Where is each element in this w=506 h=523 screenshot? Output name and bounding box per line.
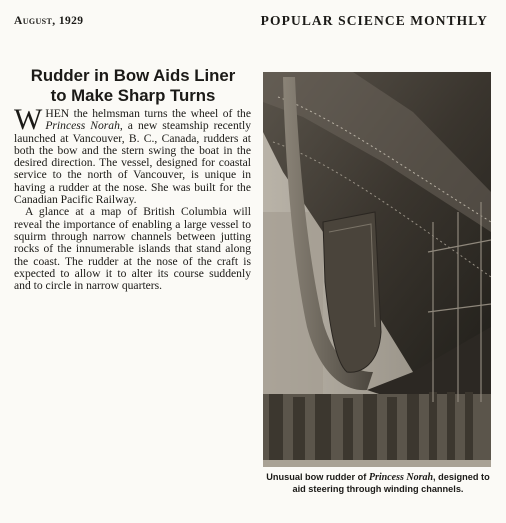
ship-name: Princess Norah — [45, 119, 120, 133]
article-body — [14, 103, 251, 293]
caption-start: Unusual bow rudder of — [266, 472, 369, 482]
caption-end: , designed to aid steering through winding channels. — [292, 472, 490, 494]
headline-line-1: Rudder in Bow Aids Liner — [30, 66, 236, 85]
caption-ship-name: Princess Norah — [368, 472, 434, 483]
photo-illustration — [263, 72, 491, 467]
photo-caption — [262, 472, 494, 495]
paragraph-1 — [14, 103, 251, 207]
paragraph-2: A glance at a map of British Columbia will reveal the importance of enabling a large vessel to squirm through narrow channels between jutting rocks of the innumerable islands that stand along the coast. The rudder at the nose of the craft is expected to allow it to alter its course suddenly and to circle in narrow quarters. — [14, 205, 251, 293]
page-date: August, 1929 — [14, 15, 84, 27]
magazine-title: POPULAR SCIENCE MONTHLY — [260, 13, 488, 28]
headline-line-2: to Make Sharp Turns — [50, 86, 216, 105]
paragraph-1-end: , a new steamship recently launched at Vancouver, B. C., Canada, rudders at both the bow and the stern swing the boat in the desired direction. The vessel, designed for coastal service to the north of Vancouver, is unique in having a rudder at the nose. She was built for the Canadian Pacific Railway. — [14, 119, 251, 207]
ship-bow-rudder-photo — [263, 72, 491, 467]
paragraph-1-start: HEN the helmsman turns the wheel of the — [45, 107, 251, 120]
drop-cap: W — [14, 103, 43, 136]
article-headline — [8, 66, 258, 106]
